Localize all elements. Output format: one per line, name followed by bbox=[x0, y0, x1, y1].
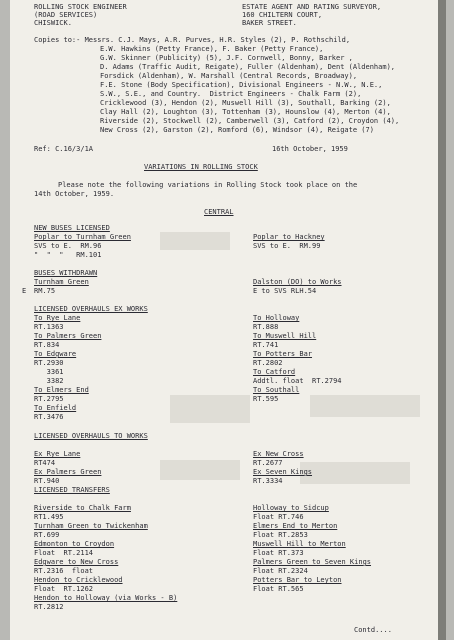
list-item: " " " RM.101 bbox=[34, 251, 102, 259]
section-heading: CENTRAL bbox=[204, 208, 234, 216]
list-item: Float RT.1262 bbox=[34, 585, 94, 593]
show-through-mark bbox=[310, 395, 420, 417]
sender-line-3: CHISWICK. bbox=[34, 19, 72, 27]
list-item: SVS to E. RM.99 bbox=[253, 242, 321, 250]
list-item: RT.595 bbox=[253, 395, 279, 403]
list-subheading: Elmers End to Merton bbox=[253, 522, 338, 530]
overhauls-to-heading: LICENSED OVERHAULS TO WORKS bbox=[34, 432, 148, 440]
list-subheading: To Catford bbox=[253, 368, 296, 376]
list-item: RT1.495 bbox=[34, 513, 64, 521]
list-subheading: Ex Rye Lane bbox=[34, 450, 81, 458]
list-item: Float RT.2853 bbox=[253, 531, 308, 539]
intro-text: Please note the following variations in Rolling Stock took place on the bbox=[58, 181, 358, 189]
recipient-line-2: 160 CHILTERN COURT, bbox=[242, 11, 323, 19]
list-subheading: To Potters Bar bbox=[253, 350, 313, 358]
copies-line: F.E. Stone (Body Specification), Divisional Engineers - N.W., N.E., bbox=[100, 81, 383, 89]
list-subheading: Turnham Green to Twickenham bbox=[34, 522, 148, 530]
sender-line-2: (ROAD SERVICES) bbox=[34, 11, 98, 19]
list-item: RT.1363 bbox=[34, 323, 64, 331]
list-item: RT.2677 bbox=[253, 459, 283, 467]
list-subheading: Holloway to Sidcup bbox=[253, 504, 329, 512]
memo-title: VARIATIONS IN ROLLING STOCK bbox=[144, 163, 258, 171]
memo-date: 16th October, 1959 bbox=[272, 145, 348, 153]
list-item: RT.3476 bbox=[34, 413, 64, 421]
copies-line: D. Adams (Traffic Audit, Reigate), Fuller (Aldenham), Dent (Aldenham), bbox=[100, 63, 396, 71]
show-through-mark bbox=[160, 232, 230, 250]
reference-number: Ref: C.16/3/1A bbox=[34, 145, 94, 153]
list-item: RT.699 bbox=[34, 531, 60, 539]
continued-note: Contd.... bbox=[354, 626, 392, 634]
list-item: RT.741 bbox=[253, 341, 279, 349]
list-item: 3382 bbox=[34, 377, 64, 385]
new-buses-heading: NEW BUSES LICENSED bbox=[34, 224, 110, 232]
list-item: RT.2930 bbox=[34, 359, 64, 367]
show-through-mark bbox=[170, 395, 250, 423]
copies-line: G.W. Skinner (Publicity) (5), J.F. Cornwell, Bonny, Barker , bbox=[100, 54, 353, 62]
recipient-line-3: BAKER STREET. bbox=[242, 19, 297, 27]
copies-line: Riverside (2), Stockwell (2), Camberwell (3), Catford (2), Croydon (4), bbox=[100, 117, 400, 125]
list-subheading: Muswell Hill to Merton bbox=[253, 540, 346, 548]
list-item: RT.834 bbox=[34, 341, 60, 349]
list-subheading: To Palmers Green bbox=[34, 332, 102, 340]
list-item: Float RT.2324 bbox=[253, 567, 308, 575]
list-item: RT.2802 bbox=[253, 359, 283, 367]
list-subheading: Ex Palmers Green bbox=[34, 468, 102, 476]
list-item: Float RT.565 bbox=[253, 585, 304, 593]
list-item: Poplar to Turnham Green bbox=[34, 233, 131, 241]
transfers-heading: LICENSED TRANSFERS bbox=[34, 486, 110, 494]
list-item: E to SVS RLH.54 bbox=[253, 287, 317, 295]
list-item: RT.888 bbox=[253, 323, 279, 331]
list-subheading: To Southall bbox=[253, 386, 300, 394]
list-subheading: Edgware to New Cross bbox=[34, 558, 119, 566]
list-item: Dalston (DO) to Works bbox=[253, 278, 342, 286]
list-subheading: To Holloway bbox=[253, 314, 300, 322]
withdrawn-heading: BUSES WITHDRAWN bbox=[34, 269, 98, 277]
list-item: SVS to E. RM.96 bbox=[34, 242, 102, 250]
list-subheading: To Muswell Hill bbox=[253, 332, 317, 340]
list-item: Turnham Green bbox=[34, 278, 89, 286]
document-page bbox=[10, 0, 446, 640]
list-subheading: Riverside to Chalk Farm bbox=[34, 504, 131, 512]
list-item: Float RT.373 bbox=[253, 549, 304, 557]
sender-line-1: ROLLING STOCK ENGINEER bbox=[34, 3, 127, 11]
margin-marker: E bbox=[22, 287, 27, 295]
page-edge-shadow bbox=[438, 0, 446, 640]
list-item: RT.2795 bbox=[34, 395, 64, 403]
show-through-mark bbox=[300, 462, 410, 484]
list-subheading: Palmers Green to Seven Kings bbox=[253, 558, 372, 566]
list-item: 3361 bbox=[34, 368, 64, 376]
list-item: RT.3334 bbox=[253, 477, 283, 485]
list-subheading: Potters Bar to Leyton bbox=[253, 576, 342, 584]
copies-line: Clay Hall (2), Loughton (3), Tottenham (3), Hounslow (4), Merton (4), bbox=[100, 108, 391, 116]
list-subheading: To Edgware bbox=[34, 350, 77, 358]
copies-line: S.W., S.E., and Country. District Engineers - Chalk Farm (2), bbox=[100, 90, 362, 98]
list-subheading: To Rye Lane bbox=[34, 314, 81, 322]
list-subheading: Ex New Cross bbox=[253, 450, 304, 458]
list-subheading: Hendon to Holloway (via Works - B) bbox=[34, 594, 178, 602]
list-item: RT.940 bbox=[34, 477, 60, 485]
recipient-line-1: ESTATE AGENT AND RATING SURVEYOR, bbox=[242, 3, 382, 11]
list-item: RT.2812 bbox=[34, 603, 64, 611]
copies-line: Forsdick (Aldenham), W. Marshall (Central Records, Broadway), bbox=[100, 72, 358, 80]
show-through-mark bbox=[160, 460, 240, 480]
list-item: Addtl. float RT.2794 bbox=[253, 377, 342, 385]
copies-line: E.W. Hawkins (Petty France), F. Baker (Petty France), bbox=[100, 45, 324, 53]
list-subheading: Ex Seven Kings bbox=[253, 468, 313, 476]
overhauls-ex-heading: LICENSED OVERHAULS EX WORKS bbox=[34, 305, 148, 313]
list-item: Float RT.2114 bbox=[34, 549, 94, 557]
intro-text: 14th October, 1959. bbox=[34, 190, 115, 198]
copies-line: Cricklewood (3), Hendon (2), Muswell Hill (3), Southall, Barking (2), bbox=[100, 99, 391, 107]
list-subheading: Edmonton to Croydon bbox=[34, 540, 115, 548]
list-subheading: Hendon to Cricklewood bbox=[34, 576, 123, 584]
list-subheading: To Enfield bbox=[34, 404, 77, 412]
list-item: RM.75 bbox=[34, 287, 56, 295]
copies-line: Copies to:- Messrs. C.J. Mays, A.R. Purves, H.R. Styles (2), P. Rothschild, bbox=[34, 36, 351, 44]
list-item: RT474 bbox=[34, 459, 56, 467]
list-item: Poplar to Hackney bbox=[253, 233, 325, 241]
copies-line: New Cross (2), Garston (2), Romford (6), Windsor (4), Reigate (7) bbox=[100, 126, 374, 134]
list-item: RT.2316 float bbox=[34, 567, 94, 575]
list-item: Float RT.746 bbox=[253, 513, 304, 521]
list-subheading: To Elmers End bbox=[34, 386, 89, 394]
